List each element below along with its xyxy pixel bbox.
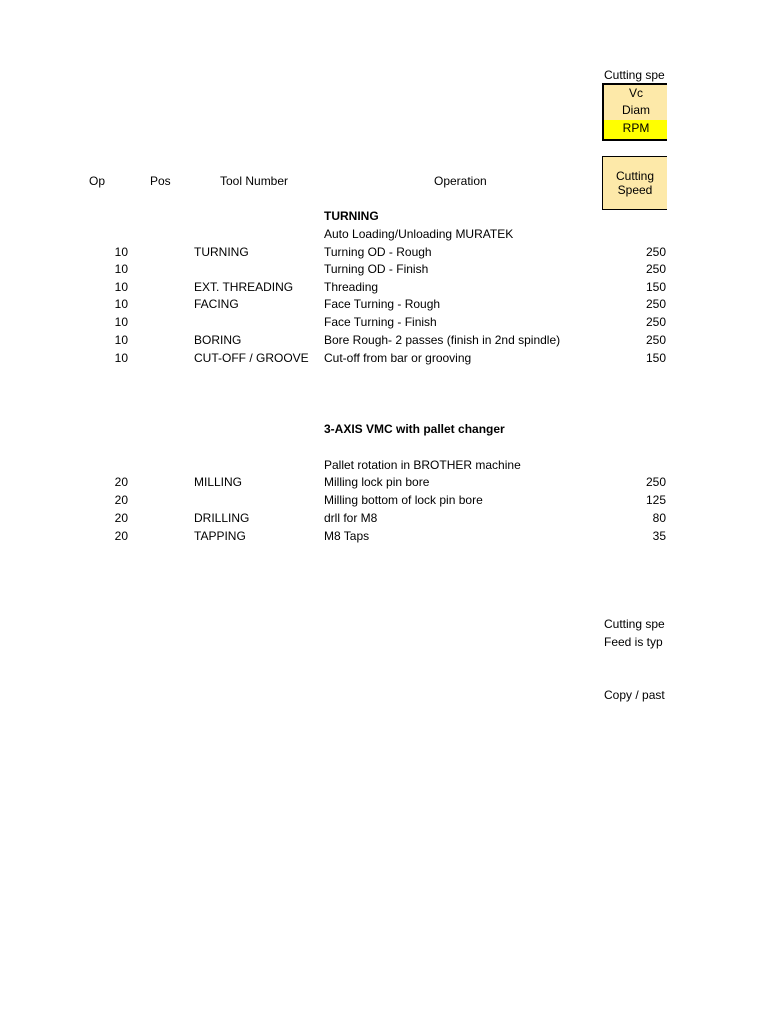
speed-cell: 250: [645, 315, 666, 329]
op-cell: 10: [114, 351, 128, 365]
operation-cell: Cut-off from bar or grooving: [324, 351, 472, 365]
op-cell: 20: [114, 475, 128, 489]
tool-cell: FACING: [194, 297, 239, 311]
operation-cell: drll for M8: [324, 511, 378, 525]
op-cell: 10: [114, 315, 128, 329]
header-operation: Operation: [434, 174, 487, 188]
turning-section-title: TURNING: [324, 209, 379, 223]
note-cutting-speed: Cutting spe: [604, 617, 665, 631]
operation-cell: Turning OD - Finish: [324, 262, 429, 276]
op-cell: 20: [114, 511, 128, 525]
speed-cell: 150: [645, 351, 666, 365]
operation-cell: Milling lock pin bore: [324, 475, 430, 489]
operation-cell: Face Turning - Rough: [324, 297, 441, 311]
operation-cell: Turning OD - Rough: [324, 245, 432, 259]
params-box: [602, 83, 670, 141]
speed-cell: 125: [645, 493, 666, 507]
op-cell: 10: [114, 280, 128, 294]
vc-label: Vc: [628, 86, 643, 100]
speed-cell: 250: [645, 245, 666, 259]
op-cell: 10: [114, 297, 128, 311]
tool-cell: MILLING: [194, 475, 243, 489]
vmc-section-subtitle: Pallet rotation in BROTHER machine: [324, 458, 521, 472]
tool-cell: TURNING: [194, 245, 249, 259]
tool-cell: DRILLING: [194, 511, 250, 525]
speed-cell: 35: [652, 529, 666, 543]
speed-cell: 250: [645, 475, 666, 489]
operation-cell: M8 Taps: [324, 529, 370, 543]
header-op: Op: [89, 174, 106, 188]
tool-cell: CUT-OFF / GROOVE: [194, 351, 309, 365]
header-cutting-speed-line1: Cutting: [615, 169, 655, 183]
operation-cell: Milling bottom of lock pin bore: [324, 493, 483, 507]
tool-cell: EXT. THREADING: [194, 280, 294, 294]
operation-cell: Bore Rough- 2 passes (finish in 2nd spindle): [324, 333, 561, 347]
diam-label: Diam: [621, 103, 650, 117]
op-cell: 10: [114, 245, 128, 259]
params-title: Cutting spe: [604, 68, 665, 82]
op-cell: 20: [114, 493, 128, 507]
op-cell: 10: [114, 333, 128, 347]
note-feed: Feed is typ: [604, 635, 663, 649]
page-crop-mask: [667, 0, 768, 1024]
speed-cell: 80: [652, 511, 666, 525]
header-cutting-speed-line2: Speed: [617, 183, 653, 197]
tool-cell: BORING: [194, 333, 242, 347]
vmc-section-title: 3-AXIS VMC with pallet changer: [324, 422, 505, 436]
header-cutting-speed: [602, 156, 668, 210]
header-tool-number: Tool Number: [220, 174, 289, 188]
header-pos: Pos: [150, 174, 171, 188]
speed-cell: 250: [645, 297, 666, 311]
operation-cell: Face Turning - Finish: [324, 315, 437, 329]
note-copy-paste: Copy / past: [604, 688, 665, 702]
op-cell: 20: [114, 529, 128, 543]
speed-cell: 250: [645, 333, 666, 347]
speed-cell: 250: [645, 262, 666, 276]
op-cell: 10: [114, 262, 128, 276]
tool-cell: TAPPING: [194, 529, 246, 543]
operation-cell: Threading: [324, 280, 379, 294]
turning-section-subtitle: Auto Loading/Unloading MURATEK: [324, 227, 514, 241]
rpm-label: RPM: [604, 120, 668, 139]
speed-cell: 150: [645, 280, 666, 294]
